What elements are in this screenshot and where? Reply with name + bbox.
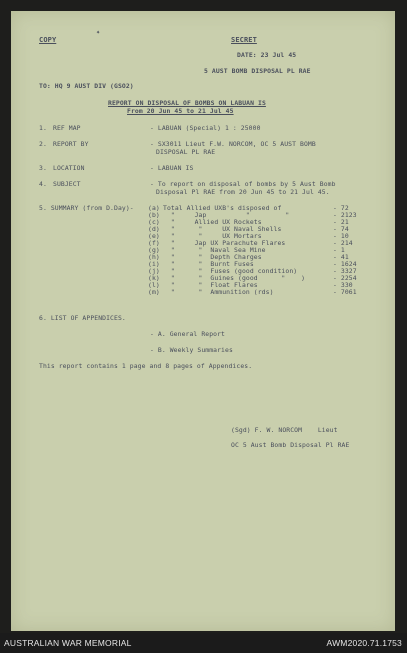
item-value-continued: DISPOSAL PL RAE bbox=[156, 148, 216, 156]
item-value-continued: Disposal Pl RAE from 20 Jun 45 to 21 Jul 45. bbox=[156, 188, 330, 196]
document-page bbox=[11, 11, 395, 631]
appendix-count: This report contains 1 page and 8 pages of Appendices. bbox=[39, 362, 253, 370]
appendix-b: - B. Weekly Summaries bbox=[150, 346, 233, 354]
addressee: TO: HQ 9 AUST DIV (GSO2) bbox=[39, 82, 134, 90]
item-label: REF MAP bbox=[53, 124, 81, 132]
summary-text: " " Fuses (good condition) bbox=[163, 267, 298, 275]
summary-text: " " UX Mortars bbox=[163, 232, 262, 240]
summary-letter: (c) bbox=[148, 218, 160, 226]
summary-text: " Allied UX Rockets bbox=[163, 218, 262, 226]
summary-value: - 41 bbox=[333, 253, 349, 261]
item-value: - To report on disposal of bombs by 5 Aust Bomb bbox=[150, 180, 336, 188]
archive-reference: AWM2020.71.1753 bbox=[326, 638, 402, 648]
summary-value: - 1624 bbox=[333, 260, 357, 268]
summary-letter: (k) bbox=[148, 274, 160, 282]
item-number: 1. bbox=[39, 124, 47, 132]
summary-value: - 74 bbox=[333, 225, 349, 233]
summary-letter: (e) bbox=[148, 232, 160, 240]
summary-value: - 330 bbox=[333, 281, 353, 289]
signature: (Sgd) F. W. NORCOM Lieut bbox=[231, 426, 338, 434]
classification: SECRET bbox=[231, 36, 257, 44]
archive-footer bbox=[0, 633, 407, 653]
item-value: - LABUAN IS bbox=[150, 164, 194, 172]
summary-value: - 21 bbox=[333, 218, 349, 226]
unit-header: 5 AUST BOMB DISPOSAL PL RAE bbox=[204, 67, 311, 75]
summary-value: - 214 bbox=[333, 239, 353, 247]
summary-value: - 7061 bbox=[333, 288, 357, 296]
item-value: - SX3011 Lieut F.W. NORCOM, OC 5 AUST BOMB bbox=[150, 140, 316, 148]
summary-letter: (d) bbox=[148, 225, 160, 233]
item-number: 3. bbox=[39, 164, 47, 172]
summary-letter: (j) bbox=[148, 267, 160, 275]
report-title: REPORT ON DISPOSAL OF BOMBS ON LABUAN IS bbox=[108, 99, 266, 107]
summary-value: - 10 bbox=[333, 232, 349, 240]
report-period: From 20 Jun 45 to 21 Jul 45 bbox=[127, 107, 234, 115]
appendices-heading: 6. LIST OF APPENDICES. bbox=[39, 314, 126, 322]
summary-value: - 2123 bbox=[333, 211, 357, 219]
summary-letter: (g) bbox=[148, 246, 160, 254]
summary-text: " " Burnt Fuses bbox=[163, 260, 254, 268]
summary-value: - 2254 bbox=[333, 274, 357, 282]
item-label: REPORT BY bbox=[53, 140, 89, 148]
item-label: SUBJECT bbox=[53, 180, 81, 188]
summary-value: - 3327 bbox=[333, 267, 357, 275]
summary-text: " " Ammunition (rds) bbox=[163, 288, 274, 296]
punch-mark: ✦ bbox=[96, 28, 101, 36]
summary-text: " " UX Naval Shells bbox=[163, 225, 282, 233]
summary-value: - 72 bbox=[333, 204, 349, 212]
summary-text: " Jap " " bbox=[163, 211, 290, 219]
summary-letter: (f) bbox=[148, 239, 160, 247]
summary-text: " " Float Flares bbox=[163, 281, 258, 289]
summary-letter: (a) bbox=[148, 204, 160, 212]
summary-text: " Jap UX Parachute Flares bbox=[163, 239, 286, 247]
summary-letter: (h) bbox=[148, 253, 160, 261]
summary-value: - 1 bbox=[333, 246, 345, 254]
summary-label: 5. SUMMARY (from D.Day)- bbox=[39, 204, 134, 212]
archive-name: AUSTRALIAN WAR MEMORIAL bbox=[4, 638, 132, 648]
summary-text: " " Naval Sea Mine bbox=[163, 246, 266, 254]
item-value: - LABUAN (Special) 1 : 25000 bbox=[150, 124, 261, 132]
summary-text: Total Allied UXB's disposed of bbox=[163, 204, 282, 212]
summary-letter: (b) bbox=[148, 211, 160, 219]
item-number: 2. bbox=[39, 140, 47, 148]
summary-letter: (m) bbox=[148, 288, 160, 296]
signature-title: OC 5 Aust Bomb Disposal Pl RAE bbox=[231, 441, 350, 449]
item-label: LOCATION bbox=[53, 164, 85, 172]
appendix-a: - A. General Report bbox=[150, 330, 226, 338]
summary-text: " " Guines (good " ) bbox=[163, 274, 306, 282]
document-date: DATE: 23 Jul 45 bbox=[237, 51, 297, 59]
summary-letter: (i) bbox=[148, 260, 160, 268]
summary-text: " " Depth Charges bbox=[163, 253, 262, 261]
copy-mark: COPY bbox=[39, 36, 57, 44]
item-number: 4. bbox=[39, 180, 47, 188]
summary-letter: (l) bbox=[148, 281, 160, 289]
